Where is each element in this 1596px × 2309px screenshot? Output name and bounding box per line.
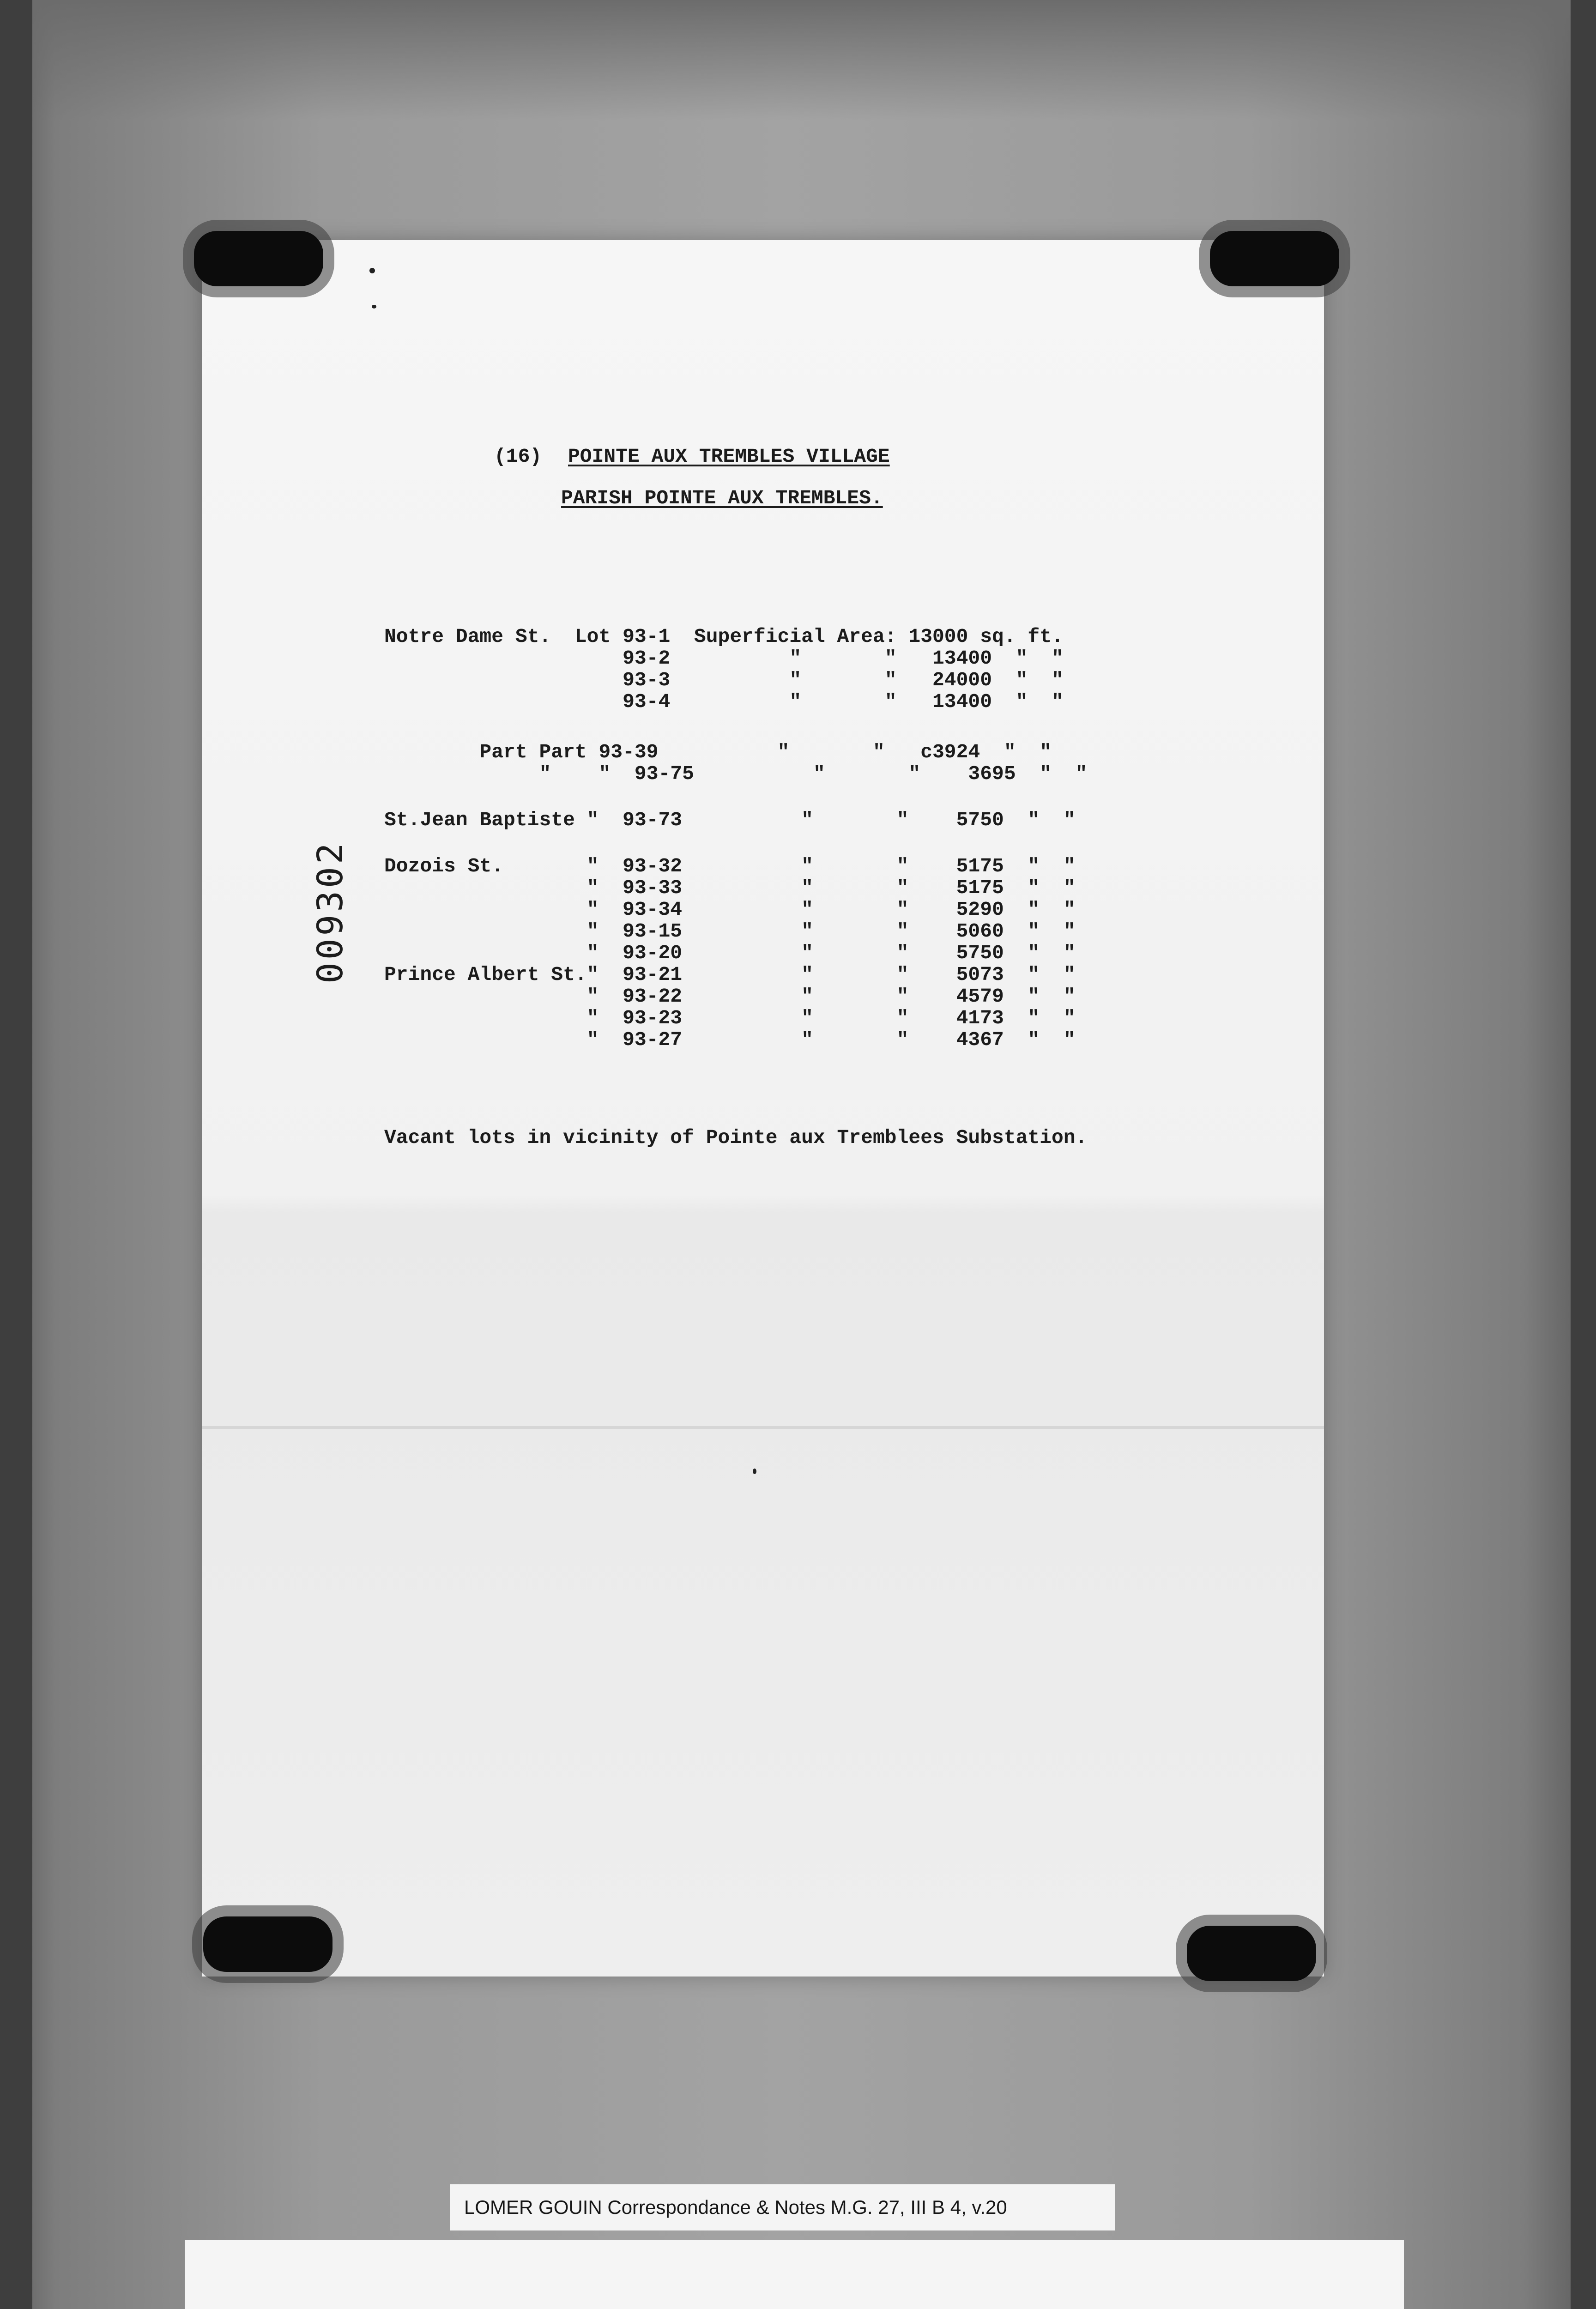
paper-fold-line	[202, 1426, 1324, 1429]
lot-row: St.Jean Baptiste " 93-73 " " 5750 " "	[384, 809, 1076, 831]
archive-stamp-number: 009302	[309, 840, 351, 984]
lot-row: " 93-15 " " 5060 " "	[384, 920, 1076, 943]
document-subtitle: PARISH POINTE AUX TREMBLES.	[561, 487, 883, 509]
lot-row: " 93-33 " " 5175 " "	[384, 876, 1076, 899]
lot-row: Prince Albert St." 93-21 " " 5073 " "	[384, 963, 1076, 986]
lot-row: " 93-27 " " 4367 " "	[384, 1028, 1076, 1051]
lot-row: 93-3 " " 24000 " "	[384, 669, 1064, 691]
lot-row: " " 93-75 " " 3695 " "	[384, 762, 1088, 785]
lot-row: " 93-20 " " 5750 " "	[384, 942, 1076, 964]
film-edge-right	[1571, 0, 1596, 2309]
lot-row: 93-4 " " 13400 " "	[384, 690, 1064, 713]
lot-row: " 93-34 " " 5290 " "	[384, 898, 1076, 921]
clip-bottom-right	[1187, 1926, 1316, 1981]
reference-label: LOMER GOUIN Correspondance & Notes M.G. 27, III B 4, v.20	[450, 2184, 1115, 2230]
film-edge-left	[0, 0, 32, 2309]
paper-speck	[369, 268, 375, 273]
document-title: POINTE AUX TREMBLES VILLAGE	[568, 445, 890, 468]
lot-row: Dozois St. " 93-32 " " 5175 " "	[384, 855, 1076, 877]
clip-top-right	[1210, 231, 1339, 286]
lot-row: Notre Dame St. Lot 93-1 Superficial Area: 13000 sq. ft.	[384, 625, 1064, 648]
document-title-number: (16)	[494, 445, 542, 468]
paper-speck	[372, 305, 376, 308]
document-footer-note: Vacant lots in vicinity of Pointe aux Tremblees Substation.	[384, 1126, 1088, 1149]
lot-row: Part Part 93-39 " " c3924 " "	[384, 741, 1052, 763]
clip-top-left	[194, 231, 323, 286]
lot-row: 93-2 " " 13400 " "	[384, 647, 1064, 670]
archive-card	[185, 2240, 1404, 2309]
lot-row: " 93-22 " " 4579 " "	[384, 985, 1076, 1008]
backdrop-shading	[0, 0, 1596, 120]
paper-speck	[753, 1469, 756, 1474]
lot-row: " 93-23 " " 4173 " "	[384, 1007, 1076, 1029]
clip-bottom-left	[203, 1916, 332, 1972]
